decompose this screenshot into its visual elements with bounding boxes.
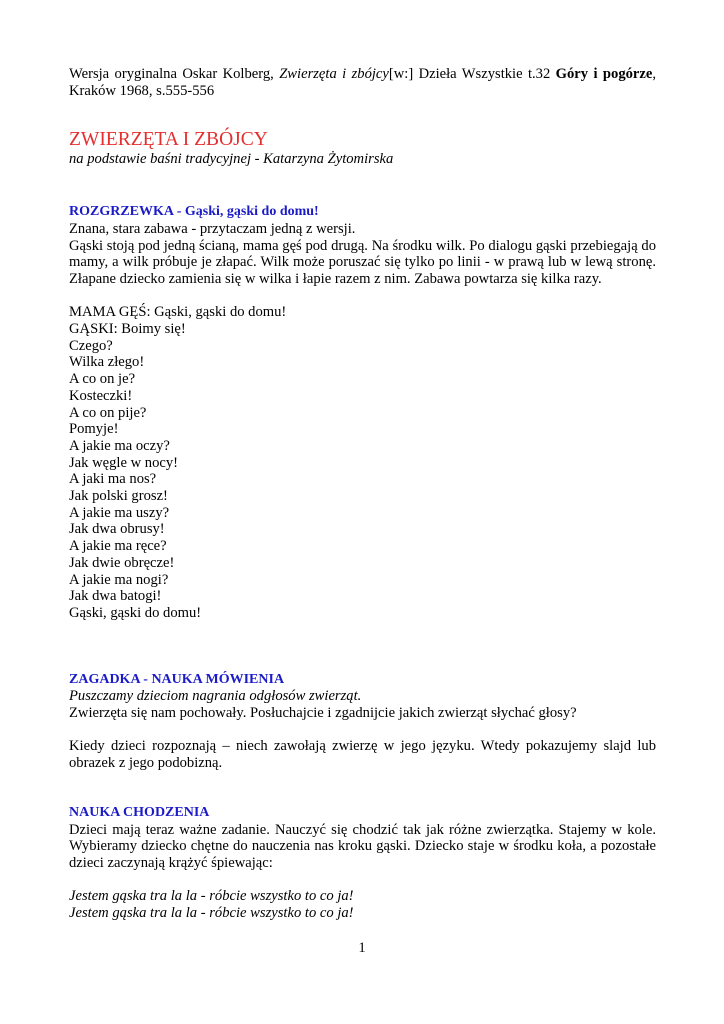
citation-middle: [w:] Dzieła Wszystkie t.32 xyxy=(388,66,556,82)
dialog-line: Jak dwa batogi! xyxy=(69,588,162,605)
dialog-line: A jakie ma uszy? xyxy=(69,504,170,521)
riddle-italic-line: Puszczamy dzieciom nagrania odgłosów zwierząt. xyxy=(69,688,362,705)
section-heading-warmup: ROZGRZEWKA - Gąski, gąski do domu! xyxy=(69,204,319,220)
song-line: Jestem gąska tra la la - róbcie wszystko to co ja! xyxy=(69,905,354,922)
warmup-intro-line: Znana, stara zabawa - przytaczam jedną z wersji. xyxy=(69,220,356,237)
dialog-line: A co on pije? xyxy=(69,404,147,421)
document-title: ZWIERZĘTA I ZBÓJCY xyxy=(69,129,268,151)
song-lyrics xyxy=(69,888,656,921)
document-page xyxy=(69,66,656,922)
section-heading-walking: NAUKA CHODZENIA xyxy=(69,804,210,820)
dialog-line: Kosteczki! xyxy=(69,387,133,404)
dialog-line: MAMA GĘŚ: Gąski, gąski do domu! xyxy=(69,304,287,321)
document-subtitle: na podstawie baśni tradycyjnej - Katarzyna Żytomirska xyxy=(69,151,394,168)
citation-work-title: Zwierzęta i zbójcy xyxy=(279,66,389,82)
dialog-line: A co on je? xyxy=(69,371,136,388)
dialog-line: Jak węgle w nocy! xyxy=(69,454,179,471)
section-heading-riddle: ZAGADKA - NAUKA MÓWIENIA xyxy=(69,671,285,687)
dialog-line: A jakie ma oczy? xyxy=(69,437,170,454)
song-line: Jestem gąska tra la la - róbcie wszystko to co ja! xyxy=(69,888,354,905)
citation-suffix: , Kraków 1968, s.555-556 xyxy=(69,66,657,99)
dialog-line: A jakie ma nogi? xyxy=(69,571,169,588)
riddle-paragraph: Kiedy dzieci rozpoznają – niech zawołają zwierzę w jego języku. Wtedy pokazujemy slajd lub obrazek z jego podobizną. xyxy=(69,738,656,772)
dialog-line: Jak dwa obrusy! xyxy=(69,521,165,538)
spacer xyxy=(69,288,656,305)
citation-volume: Góry i pogórze xyxy=(555,66,653,82)
riddle-line: Zwierzęta się nam pochowały. Posłuchajcie i zgadnijcie jakich zwierząt słychać głosy? xyxy=(69,705,577,722)
dialog-line: Wilka złego! xyxy=(69,354,145,371)
dialog-line: GĄSKI: Boimy się! xyxy=(69,321,186,338)
spacer xyxy=(69,872,656,889)
dialog-line: Czego? xyxy=(69,337,113,354)
dialog-line: Pomyje! xyxy=(69,421,119,438)
walking-paragraph: Dzieci mają teraz ważne zadanie. Nauczyć się chodzić tak jak różne zwierzątka. Stajemy w kole. Wybieramy dziecko chętne do nauczenia nas kroku gąski. Dziecko staje w środku koła, a pozostałe dzieci zaczynają krążyć śpiewając: xyxy=(69,821,656,871)
spacer xyxy=(69,722,656,739)
warmup-dialog xyxy=(69,304,656,621)
dialog-line: Jak polski grosz! xyxy=(69,488,168,505)
dialog-line: Jak dwie obręcze! xyxy=(69,554,175,571)
page-number: 1 xyxy=(358,940,366,956)
dialog-line: Gąski, gąski do domu! xyxy=(69,604,202,621)
warmup-paragraph: Gąski stoją pod jedną ścianą, mama gęś pod drugą. Na środku wilk. Po dialogu gąski przebiegają do mamy, a wilk próbuje je złapać. Wilk może poruszać się tylko po linii - w prawą lub w lewą stronę. Złapane dziecko zamienia się w wilka i łapie razem z nim. Zabawa powtarza się kilka razy. xyxy=(69,237,656,287)
source-citation xyxy=(69,66,656,99)
dialog-line: A jaki ma nos? xyxy=(69,471,157,488)
citation-prefix: Wersja oryginalna Oskar Kolberg, xyxy=(69,66,280,82)
dialog-line: A jakie ma ręce? xyxy=(69,538,167,555)
